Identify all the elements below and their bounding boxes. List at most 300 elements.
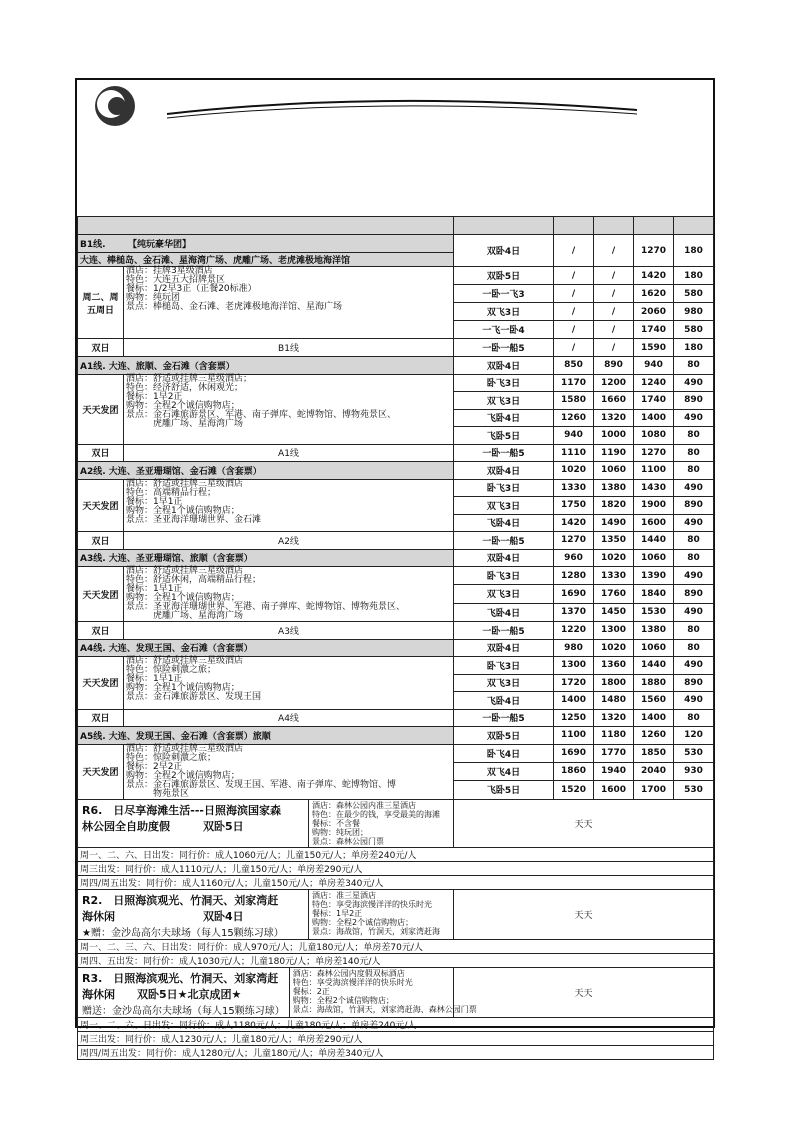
page-frame: [75, 78, 715, 1059]
price-cell: /: [594, 321, 634, 339]
price-cell: 1690: [554, 744, 594, 762]
dual-label: 双日: [78, 444, 124, 462]
price-line: 周三出发：同行价：成人1110元/人；儿童150元/人；单房差290元/人: [78, 861, 714, 875]
route-detail: [124, 374, 454, 444]
detail-line: 购物：全程1个诚信购物店；: [126, 593, 240, 603]
detail-line: 购物：纯玩团: [126, 293, 181, 303]
price-cell: 1440: [634, 657, 674, 675]
detail-line: 购物：全程2个诚信购物店；: [126, 770, 240, 781]
route-title1: R6. 日尽享海滩生活---日照海滨国家森: [82, 803, 281, 817]
table-row: [78, 953, 714, 967]
price-cell: 960: [554, 549, 594, 567]
departure-days: 天天: [454, 799, 714, 847]
detail-line: 特色：在最少的钱，享受最美的海滩: [312, 809, 440, 819]
table-row: [78, 799, 714, 847]
route-title1: R3. 日照海滨观光、竹洞天、刘家湾赶: [82, 971, 279, 985]
section-heading: [78, 800, 308, 847]
price-cell: 1280: [554, 567, 594, 585]
price-cell: 1270: [634, 235, 674, 267]
detail-line: 景点：海战馆，竹洞天，刘家湾赶海: [312, 926, 440, 936]
price-cell: 1060: [594, 462, 634, 480]
price-cell: 1580: [554, 392, 594, 410]
table-row: [78, 847, 714, 861]
price-cell: 1400: [554, 692, 594, 710]
transport-cell: 飞卧5日: [454, 781, 554, 799]
header-child: [674, 217, 714, 235]
price-cell: 1000: [594, 427, 634, 445]
price-cell: 1740: [634, 321, 674, 339]
price-cell: 1520: [554, 781, 594, 799]
detail-line: 景点：海战馆，竹洞天，刘家湾赶海、森林公园门票: [292, 1004, 477, 1014]
route-title2: 林公园全自助度假 双卧5日: [82, 819, 244, 833]
price-cell: 2060: [634, 303, 674, 321]
table-row: [78, 861, 714, 875]
price-cell: /: [554, 339, 594, 357]
price-cell: 1450: [594, 603, 634, 621]
price-cell: 1770: [594, 744, 634, 762]
price-cell: /: [594, 235, 634, 267]
detail-line: 物苑景区: [126, 788, 190, 799]
table-row: [78, 444, 714, 462]
section-title-r3: [78, 967, 477, 1017]
price-cell: 1420: [554, 514, 594, 532]
price-line: 周一、二、六、日出发：同行价：成人1060元/人；儿童150元/人；单房差240元/人: [78, 847, 714, 861]
detail-line: 特色：经济舒适，休闲观光；: [126, 382, 244, 393]
transport-cell: 飞卧4日: [454, 603, 554, 621]
price-cell: 490: [674, 479, 714, 497]
transport-cell: 一卧一船5: [454, 709, 554, 727]
dual-label: 双日: [78, 532, 124, 550]
price-cell: 80: [674, 709, 714, 727]
departure-days: 天天: [454, 967, 714, 1017]
transport-cell: 飞卧4日: [454, 409, 554, 427]
price-cell: 1300: [554, 657, 594, 675]
price-cell: 890: [674, 674, 714, 692]
detail-line: 景点：森林公园门票: [312, 836, 384, 846]
detail-line: 购物：全程2个诚信购物店；: [292, 995, 394, 1005]
price-cell: 1250: [554, 709, 594, 727]
header-z3: [594, 217, 634, 235]
detail-line: 景点：金石滩旅游景区、发现王国: [126, 692, 262, 702]
detail-line: 特色：享受海滨慢洋洋的快乐时光: [312, 899, 432, 909]
detail-line: 特色：惊险刺激之旅；: [126, 665, 217, 675]
detail-line: 特色：高端精品行程；: [126, 487, 217, 498]
detail-line: 特色：享受海滨慢洋洋的快乐时光: [292, 977, 413, 987]
price-cell: 1060: [634, 549, 674, 567]
header-route-feature: [78, 217, 454, 235]
price-cell: 490: [674, 514, 714, 532]
price-cell: 940: [554, 427, 594, 445]
price-cell: /: [594, 267, 634, 285]
transport-cell: 双卧4日: [454, 639, 554, 657]
detail-line: 酒店：舒适或挂牌三星级酒店: [126, 656, 244, 666]
price-cell: 1190: [594, 444, 634, 462]
transport-cell: 双卧4日: [454, 462, 554, 480]
price-cell: 1100: [634, 462, 674, 480]
price-cell: 1590: [634, 339, 674, 357]
brand-banner: [77, 80, 713, 130]
price-cell: 980: [674, 303, 714, 321]
section-title-a1: A1线. 大连、旅顺、金石滩（含套票）: [78, 357, 454, 375]
price-cell: 80: [674, 532, 714, 550]
table-row: [78, 549, 714, 567]
table-row: [78, 357, 714, 375]
section-heading: [78, 890, 308, 939]
route-gift: ★赠：金沙岛高尔夫球场（每人15颗练习球）: [82, 927, 284, 939]
route-detail: [308, 890, 453, 939]
price-cell: 930: [674, 762, 714, 780]
departure-days: 天天发团: [78, 479, 124, 532]
price-cell: 1750: [554, 497, 594, 515]
route-detail: [124, 744, 454, 799]
price-cell: 180: [674, 267, 714, 285]
price-cell: 580: [674, 285, 714, 303]
price-cell: 1900: [634, 497, 674, 515]
transport-cell: 双卧5日: [454, 727, 554, 745]
section-heading: [78, 968, 289, 1017]
table-row: [78, 1045, 714, 1059]
section-title-r6: [78, 799, 454, 847]
dual-route-label: A3线: [124, 622, 454, 640]
detail-line: 酒店：舒适或挂牌三星级酒店；: [126, 373, 253, 384]
departure-days: 天天发团: [78, 567, 124, 622]
transport-cell: 双飞3日: [454, 392, 554, 410]
price-cell: 1430: [634, 479, 674, 497]
price-cell: 1330: [594, 567, 634, 585]
detail-line: 购物：全程2个诚信购物店；: [312, 917, 414, 927]
price-cell: 80: [674, 427, 714, 445]
dual-route-label: A1线: [124, 444, 454, 462]
table-row: [78, 532, 714, 550]
section-inner: [78, 968, 477, 1017]
detail-line: 景点：圣亚海洋珊瑚世界、金石滩: [126, 514, 262, 525]
detail-line: 购物：全程2个诚信购物店；: [126, 400, 240, 411]
price-cell: 1620: [634, 285, 674, 303]
header-transport: [454, 217, 554, 235]
table-row: [78, 939, 714, 953]
price-line: 周一、二、三、六、日出发：同行价：成人970元/人；儿童180元/人；单房差70元/人: [78, 939, 714, 953]
table-row: [78, 462, 714, 480]
transport-cell: 卧飞3日: [454, 479, 554, 497]
price-cell: 1840: [634, 585, 674, 603]
transport-cell: 飞卧4日: [454, 514, 554, 532]
route-title1: R2. 日照海滨观光、竹洞天、刘家湾赶: [82, 893, 279, 907]
detail-line: 餐标：1早1正: [126, 584, 183, 594]
price-cell: 180: [674, 235, 714, 267]
detail-line: 餐标：不含餐: [312, 818, 360, 828]
price-cell: 120: [674, 727, 714, 745]
transport-cell: 双飞3日: [454, 674, 554, 692]
table-row: [78, 875, 714, 889]
price-cell: 1020: [554, 462, 594, 480]
price-cell: 1300: [594, 622, 634, 640]
transport-cell: 双卧4日: [454, 235, 554, 267]
transport-cell: 卧飞3日: [454, 374, 554, 392]
departure-days: 天天发团: [78, 374, 124, 444]
detail-line: 景点：棒槌岛、金石滩、老虎滩极地海洋馆、星海广场: [126, 302, 343, 312]
price-cell: /: [554, 303, 594, 321]
transport-cell: 卧飞3日: [454, 567, 554, 585]
section-title-b1: [78, 235, 454, 253]
price-cell: 890: [674, 585, 714, 603]
price-cell: /: [594, 339, 634, 357]
table-header: [78, 217, 714, 235]
price-cell: 80: [674, 639, 714, 657]
detail-line: 酒店：舒适或挂牌三星级酒店: [126, 478, 244, 489]
price-cell: 1390: [634, 567, 674, 585]
table-row: [78, 657, 714, 675]
route-title2: 海休闲 双卧5日★北京成团★: [82, 987, 242, 1001]
dual-label: 双日: [78, 339, 124, 357]
price-cell: 1600: [594, 781, 634, 799]
price-line: 周四/周五出发：同行价：成人1160元/人；儿童150元/人；单房差340元/人: [78, 875, 714, 889]
price-cell: 1330: [554, 479, 594, 497]
route-detail: [124, 567, 454, 622]
transport-cell: 一卧一船5: [454, 339, 554, 357]
price-cell: 890: [594, 357, 634, 375]
table-row: [78, 235, 714, 253]
price-cell: 80: [674, 549, 714, 567]
detail-line: 餐标：2正: [292, 986, 330, 996]
price-cell: 1270: [634, 444, 674, 462]
price-line: 周三出发：同行价：成人1230元/人；儿童180元/人；单房差290元/人: [78, 1031, 714, 1045]
transport-cell: 双飞3日: [454, 585, 554, 603]
price-cell: 80: [674, 462, 714, 480]
section-title-a4: A4线. 大连、发现王国、金石滩（含套票）: [78, 639, 454, 657]
table-row: [78, 567, 714, 585]
price-cell: 1880: [634, 674, 674, 692]
section-inner: [78, 890, 453, 939]
price-cell: /: [554, 235, 594, 267]
route-detail: [124, 657, 454, 710]
detail-line: 餐标：1早1正: [126, 674, 183, 684]
transport-cell: 一飞一卧4: [454, 321, 554, 339]
table-row: [78, 339, 714, 357]
price-line: 周一、二、六、日出发：同行价：成人1180元/人；儿童180元/人；单房差240元/人: [78, 1017, 714, 1031]
price-cell: 1400: [634, 409, 674, 427]
dual-label: 双日: [78, 622, 124, 640]
detail-line: 酒店：舒适或挂牌三星级酒店: [126, 566, 244, 576]
detail-line: 景点：金石滩旅游景区、发现王国、军港、南子弹库、蛇博物馆、博: [126, 779, 397, 790]
detail-line: 购物：纯玩团；: [312, 827, 368, 837]
price-cell: 80: [674, 357, 714, 375]
price-cell: 490: [674, 603, 714, 621]
transport-cell: 一卧一船5: [454, 622, 554, 640]
price-cell: 1800: [594, 674, 634, 692]
header-g3: [634, 217, 674, 235]
price-cell: 1660: [594, 392, 634, 410]
price-cell: 490: [674, 567, 714, 585]
section-title-r2: [78, 889, 454, 939]
price-cell: 1600: [634, 514, 674, 532]
price-cell: 80: [674, 444, 714, 462]
price-cell: 1530: [634, 603, 674, 621]
table-row: [78, 267, 714, 285]
transport-cell: 卧飞4日: [454, 744, 554, 762]
price-cell: /: [554, 285, 594, 303]
transport-cell: 一卧一飞3: [454, 285, 554, 303]
price-cell: /: [554, 321, 594, 339]
route-detail: [124, 479, 454, 532]
price-cell: 1240: [634, 374, 674, 392]
price-cell: 1100: [554, 727, 594, 745]
price-cell: 1480: [594, 692, 634, 710]
price-cell: 1380: [594, 479, 634, 497]
section-title-a3: A3线. 大连、圣亚珊瑚馆、旅顺（含套票）: [78, 549, 454, 567]
price-cell: 1760: [594, 585, 634, 603]
price-cell: 1820: [594, 497, 634, 515]
transport-cell: 双卧4日: [454, 549, 554, 567]
detail-line: 特色：舒适休闲，高端精品行程；: [126, 575, 262, 585]
price-cell: 1370: [554, 603, 594, 621]
price-cell: 1320: [594, 409, 634, 427]
section-subtitle-b1: 大连、棒槌岛、金石滩、星海湾广场、虎雕广场、老虎滩极地海洋馆: [78, 253, 454, 267]
price-cell: 1260: [554, 409, 594, 427]
price-cell: 1740: [634, 392, 674, 410]
transport-cell: 双卧5日: [454, 267, 554, 285]
price-cell: /: [554, 267, 594, 285]
section-inner: [78, 800, 453, 847]
price-cell: 980: [554, 639, 594, 657]
price-cell: 2040: [634, 762, 674, 780]
price-cell: 180: [674, 339, 714, 357]
route-detail: [124, 267, 454, 339]
price-cell: /: [594, 285, 634, 303]
table-row: [78, 639, 714, 657]
detail-line: 餐标：1早1正: [126, 496, 183, 507]
price-cell: 890: [674, 497, 714, 515]
departure-days: 天天: [454, 889, 714, 939]
price-cell: 1220: [554, 622, 594, 640]
detail-line: 餐标：1/2早3正（正餐20标准）: [126, 284, 257, 294]
price-cell: 490: [674, 692, 714, 710]
detail-line: 酒店：森林公园内准三星酒店: [312, 800, 416, 810]
price-cell: 1380: [634, 622, 674, 640]
table-row: [78, 967, 714, 1017]
price-line: 周四/周五出发：同行价：成人1280元/人；儿童180元/人；单房差340元/人: [78, 1045, 714, 1059]
price-line: 周四、五出发：同行价：成人1030元/人；儿童180元/人；单房差140元/人: [78, 953, 714, 967]
price-cell: 1720: [554, 674, 594, 692]
price-cell: 1560: [634, 692, 674, 710]
route-detail: [289, 968, 480, 1017]
detail-line: 景点：金石滩旅游景区、军港、南子弹库、蛇博物馆、博物苑景区、: [126, 409, 397, 420]
transport-cell: 飞卧4日: [454, 692, 554, 710]
detail-line: 餐标：1早2正: [126, 391, 183, 402]
route-gift: 赠送：金沙岛高尔夫球场（每人15颗练习球）: [82, 1005, 285, 1017]
departure-days: 周二、周五周日: [78, 267, 124, 339]
transport-cell: 一卧一船5: [454, 532, 554, 550]
price-cell: 530: [674, 781, 714, 799]
table-row: [78, 744, 714, 762]
price-cell: 1700: [634, 781, 674, 799]
price-cell: 1270: [554, 532, 594, 550]
price-cell: 1080: [634, 427, 674, 445]
detail-line: 虎雕广场、星海湾广场: [126, 418, 244, 429]
transport-cell: 一卧一船5: [454, 444, 554, 462]
price-cell: 890: [674, 392, 714, 410]
price-cell: 1110: [554, 444, 594, 462]
price-cell: 1420: [634, 267, 674, 285]
dual-route-label: A2线: [124, 532, 454, 550]
route-price-table: [77, 216, 714, 1060]
detail-line: 特色：大连五大招牌景区: [126, 275, 226, 285]
table-row: [78, 889, 714, 939]
section-title-a5: A5线. 大连、发现王国、金石滩（含套票）旅顺: [78, 727, 454, 745]
table-row: [78, 1017, 714, 1031]
detail-line: 特色：惊险刺激之旅；: [126, 752, 217, 763]
price-cell: 1490: [594, 514, 634, 532]
route-detail: [308, 800, 453, 847]
price-cell: 1360: [594, 657, 634, 675]
transport-cell: 飞卧5日: [454, 427, 554, 445]
dual-route-label: A4线: [124, 709, 454, 727]
price-cell: 1020: [594, 639, 634, 657]
dual-label: 双日: [78, 709, 124, 727]
price-cell: 940: [634, 357, 674, 375]
price-cell: 490: [674, 409, 714, 427]
price-cell: 1260: [634, 727, 674, 745]
dual-route-label: B1线: [124, 339, 454, 357]
price-cell: 1350: [594, 532, 634, 550]
route-title2: 海休闲 双卧4日: [82, 909, 244, 923]
transport-cell: 双卧4日: [454, 357, 554, 375]
price-cell: 1320: [594, 709, 634, 727]
departure-days: 天天发团: [78, 744, 124, 799]
table-row: [78, 479, 714, 497]
price-cell: 1170: [554, 374, 594, 392]
detail-line: 酒店：舒适或挂牌三星级酒店: [126, 743, 244, 754]
price-cell: 580: [674, 321, 714, 339]
detail-line: 餐标：2早2正: [126, 761, 183, 772]
header-z2: [554, 217, 594, 235]
price-cell: 1400: [634, 709, 674, 727]
price-cell: 1020: [594, 549, 634, 567]
route-code: B1线.: [80, 240, 133, 250]
detail-line: 餐标：1早2正: [312, 908, 363, 918]
route-brand: 【纯玩豪华团】: [132, 240, 192, 250]
transport-cell: 卧飞3日: [454, 657, 554, 675]
departure-days: 天天发团: [78, 657, 124, 710]
price-cell: 1180: [594, 727, 634, 745]
price-cell: /: [594, 303, 634, 321]
price-cell: 1200: [594, 374, 634, 392]
detail-line: 酒店：挂牌3星级酒店: [126, 266, 213, 276]
table-row: [78, 709, 714, 727]
table-row: [78, 374, 714, 392]
table-row: [78, 1031, 714, 1045]
section-title-a2: A2线. 大连、圣亚珊瑚馆、金石滩（含套票）: [78, 462, 454, 480]
price-cell: 490: [674, 374, 714, 392]
transport-cell: 双飞4日: [454, 762, 554, 780]
price-cell: 1860: [554, 762, 594, 780]
transport-cell: 双飞3日: [454, 497, 554, 515]
price-cell: 530: [674, 744, 714, 762]
price-cell: 1850: [634, 744, 674, 762]
transport-cell: 双飞3日: [454, 303, 554, 321]
detail-line: 酒店：森林公园内度假双标酒店: [292, 968, 405, 978]
brand-logo-icon: [77, 80, 713, 130]
price-cell: 80: [674, 622, 714, 640]
price-cell: 1690: [554, 585, 594, 603]
table-row: [78, 622, 714, 640]
detail-line: 景点：圣亚海洋珊瑚世界、军港、南子弹库、蛇博物馆、博物苑景区、: [126, 602, 406, 612]
price-cell: 490: [674, 657, 714, 675]
price-cell: 1060: [634, 639, 674, 657]
price-cell: 850: [554, 357, 594, 375]
detail-line: 购物：全程1个诚信购物店；: [126, 505, 240, 516]
detail-line: 虎雕广场、星海湾广场: [126, 611, 244, 621]
price-cell: 1940: [594, 762, 634, 780]
